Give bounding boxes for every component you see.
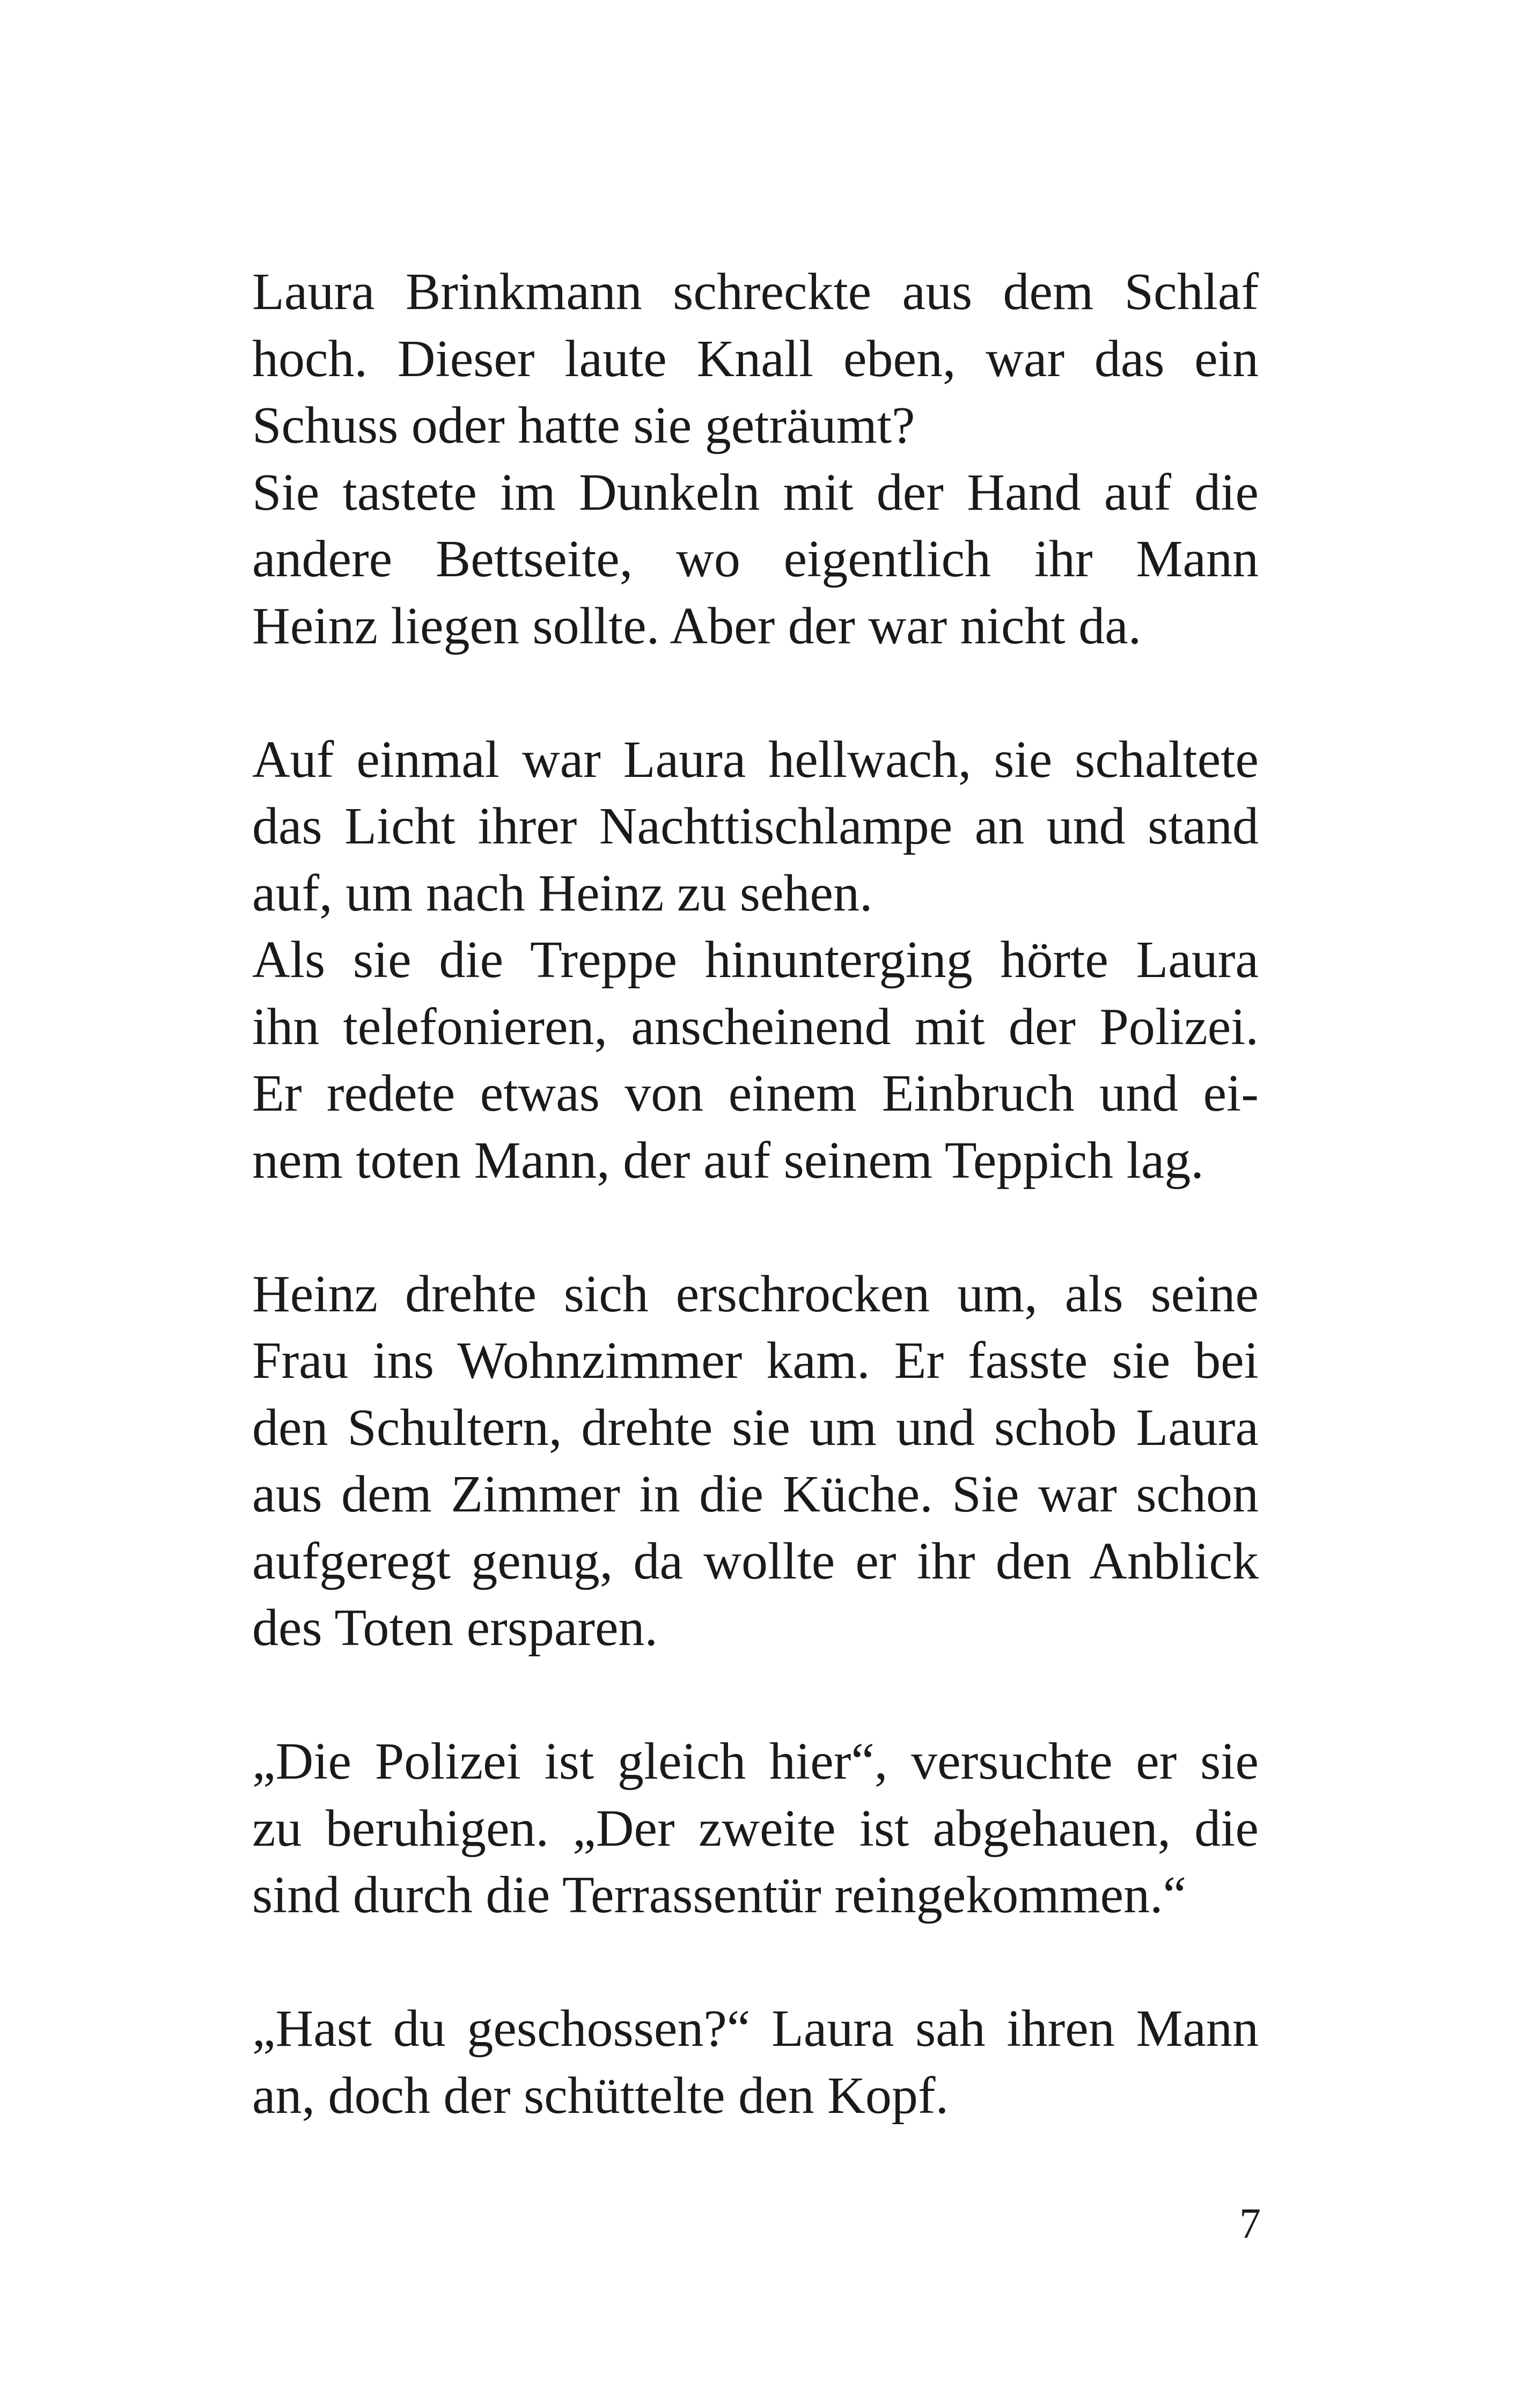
page-number: 7 bbox=[1239, 2200, 1261, 2248]
text-line: Heinz liegen sollte. Aber der war nicht da. bbox=[252, 597, 1142, 655]
text-line: aufgeregt genug, da wollte er ihr den Anblick bbox=[252, 1532, 1259, 1590]
text-line: ihn telefonieren, anscheinend mit der Polizei. bbox=[252, 997, 1259, 1056]
text-line: zu beruhigen. „Der zweite ist abgehauen, die bbox=[252, 1799, 1259, 1858]
paragraph bbox=[252, 1728, 1259, 1929]
paragraph bbox=[252, 459, 1259, 660]
text-line: des Toten ersparen. bbox=[252, 1599, 658, 1657]
paragraph-gap bbox=[252, 1929, 1259, 1996]
text-line: Er redete etwas von einem Einbruch und ei- bbox=[252, 1064, 1259, 1122]
text-line: Auf einmal war Laura hellwach, sie schaltete bbox=[252, 730, 1259, 789]
text-line: Schuss oder hatte sie geträumt? bbox=[252, 397, 915, 454]
text-line: nem toten Mann, der auf seinem Teppich lag. bbox=[252, 1131, 1204, 1190]
paragraph-gap bbox=[252, 1194, 1259, 1261]
paragraph-gap bbox=[252, 1662, 1259, 1729]
text-line: „Die Polizei ist gleich hier“, versuchte er sie bbox=[252, 1732, 1259, 1790]
text-line: Laura Brinkmann schreckte aus dem Schlaf bbox=[252, 263, 1259, 321]
text-line: Heinz drehte sich erschrocken um, als seine bbox=[252, 1265, 1259, 1323]
text-line: andere Bettseite, wo eigentlich ihr Mann bbox=[252, 530, 1259, 588]
text-line: aus dem Zimmer in die Küche. Sie war schon bbox=[252, 1465, 1259, 1523]
text-line: Sie tastete im Dunkeln mit der Hand auf die bbox=[252, 463, 1259, 522]
paragraph bbox=[252, 259, 1259, 459]
text-line: das Licht ihrer Nachttischlampe an und stand bbox=[252, 797, 1259, 855]
paragraph bbox=[252, 927, 1259, 1194]
body-text bbox=[252, 259, 1259, 2129]
paragraph bbox=[252, 726, 1259, 927]
text-line: auf, um nach Heinz zu sehen. bbox=[252, 864, 873, 922]
text-line: hoch. Dieser laute Knall eben, war das ein bbox=[252, 329, 1259, 388]
paragraph bbox=[252, 1261, 1259, 1662]
text-line: an, doch der schüttelte den Kopf. bbox=[252, 2066, 949, 2125]
text-line: Als sie die Treppe hinunterging hörte Laura bbox=[252, 931, 1259, 989]
text-line: den Schultern, drehte sie um und schob Laura bbox=[252, 1398, 1259, 1457]
paragraph-gap bbox=[252, 659, 1259, 726]
text-line: sind durch die Terrassentür reingekommen.“ bbox=[252, 1866, 1187, 1924]
text-line: Frau ins Wohnzimmer kam. Er fasste sie bei bbox=[252, 1332, 1259, 1390]
paragraph bbox=[252, 1995, 1259, 2129]
text-line: „Hast du geschossen?“ Laura sah ihren Mann bbox=[252, 2000, 1259, 2058]
